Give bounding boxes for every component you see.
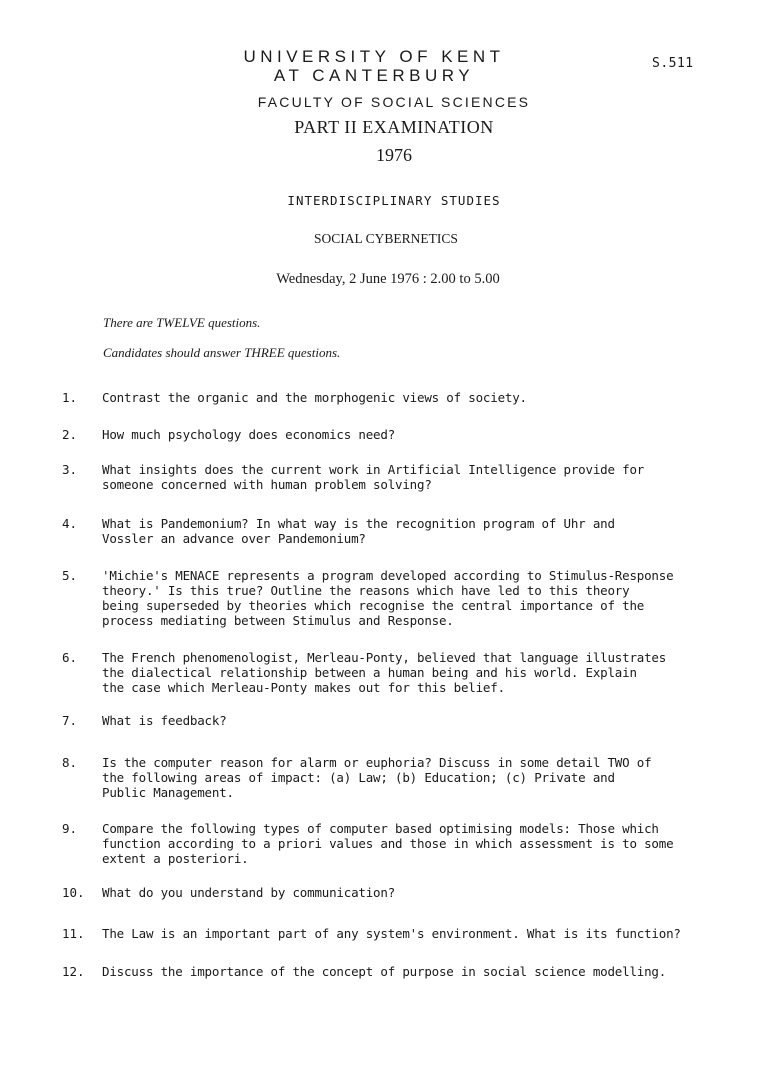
question-number: 9.: [62, 821, 78, 836]
question-number: 6.: [62, 650, 78, 665]
question-text: The French phenomenologist, Merleau-Ponty, believed that language illustrates the dialectical relationship between a human being and his world. Explain the case which Merleau-Ponty makes out for this belief.: [102, 650, 667, 695]
question-text: Contrast the organic and the morphogenic views of society.: [102, 390, 527, 405]
university-line-1: UNIVERSITY OF KENT: [243, 47, 505, 66]
question-number: 3.: [62, 462, 78, 477]
exam-year: 1976: [376, 145, 412, 165]
paper-code: S.511: [652, 56, 694, 71]
course-title: SOCIAL CYBERNETICS: [314, 231, 458, 246]
exam-date: Wednesday, 2 June 1976 : 2.00 to 5.00: [276, 271, 500, 287]
university-line-2: AT CANTERBURY: [273, 66, 475, 85]
exam-title: PART II EXAMINATION: [294, 117, 494, 137]
question-text: What do you understand by communication?: [102, 885, 396, 900]
question-number: 12.: [62, 964, 85, 979]
question-number: 8.: [62, 755, 78, 770]
question-number: 10.: [62, 885, 85, 900]
question-text: What is feedback?: [102, 713, 227, 728]
question-text: How much psychology does economics need?: [102, 427, 396, 442]
question-number: 11.: [62, 926, 85, 941]
faculty-name: FACULTY OF SOCIAL SCIENCES: [257, 94, 531, 110]
question-text: 'Michie's MENACE represents a program developed according to Stimulus-Response theory.' Is this true? Outline the reasons which have led to this theory being superseded by theories which recognise the central importance of the process mediating between Stimulus and Response.: [102, 568, 674, 628]
question-text: Compare the following types of computer based optimising models: Those which function according to a priori values and those in which assessment is to some extent a posteriori.: [102, 821, 674, 866]
question-text: What is Pandemonium? In what way is the recognition program of Uhr and Vossler an advance over Pandemonium?: [102, 516, 615, 546]
question-number: 1.: [62, 390, 78, 405]
instruction-answer-count: Candidates should answer THREE questions.: [103, 345, 341, 360]
instruction-question-count: There are TWELVE questions.: [103, 315, 261, 330]
question-text: What insights does the current work in Artificial Intelligence provide for someone concerned with human problem solving?: [102, 462, 645, 492]
question-number: 2.: [62, 427, 78, 442]
question-text: Is the computer reason for alarm or euphoria? Discuss in some detail TWO of the following areas of impact: (a) Law; (b) Education; (c) Private and Public Management.: [102, 755, 652, 800]
question-text: The Law is an important part of any system's environment. What is its function?: [102, 926, 681, 941]
question-number: 7.: [62, 713, 78, 728]
university-name: [0, 47, 758, 85]
department-name: INTERDISCIPLINARY STUDIES: [287, 193, 501, 208]
question-text: Discuss the importance of the concept of purpose in social science modelling.: [102, 964, 667, 979]
question-number: 4.: [62, 516, 78, 531]
question-number: 5.: [62, 568, 78, 583]
